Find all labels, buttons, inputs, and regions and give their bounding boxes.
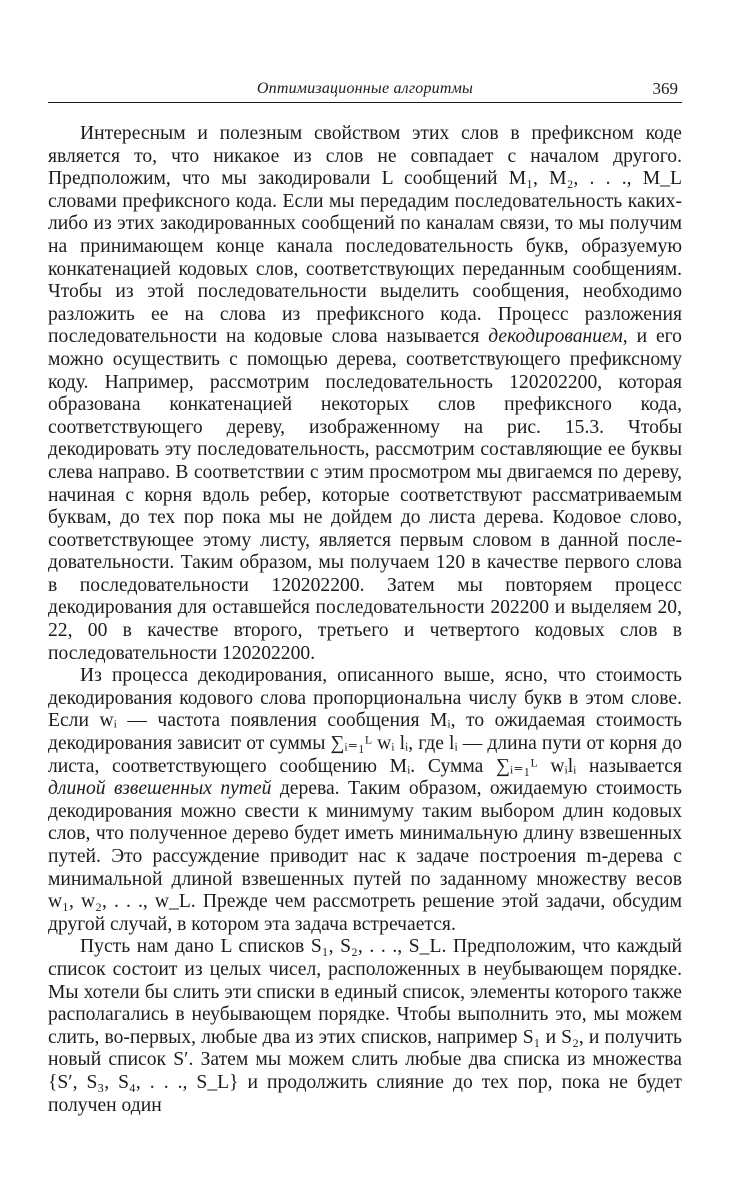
paragraph-text: , и его можно осуществить с помощью дерева, соответствующего префиксному коду. Например, рассмотрим последовательность 120202200, которая образована конкатенацией некоторых слов префиксного кода, соответствующего дереву, изображенному на рис. 15.3. Чтобы декодировать эту последовательность, рассмотрим составляющие ее буквы слева направо. В соответствии с этим просмотром мы двигаемся по дереву, начиная с корня вдоль ребер, которые соответствуют рассматриваемым буквам, до тех пор пока мы не дойдем до листа дерева. Кодовое слово, соответствующее этому листу, является первым словом в данной последовательности. Таким образом, мы получаем 120 в качестве первого слова в последовательности 120202200. Затем мы повторяем процесс декодирования для оставшейся последовательности 202200 и выделяем 20, 22, 00 в качестве второго, третьего и четвертого кодовых слов в последовательности 120202200.	[48, 326, 682, 664]
body-text	[48, 123, 682, 1117]
page-number: 369	[652, 79, 678, 98]
term-decoding: декодированием	[488, 326, 623, 348]
book-page	[48, 72, 682, 1117]
running-header	[48, 72, 682, 103]
paragraph-decoding	[48, 123, 682, 665]
chapter-title: Оптимизационные алгоритмы	[256, 80, 474, 97]
paragraph-merging-lists	[48, 936, 682, 1117]
paragraph-weighted-paths	[48, 665, 682, 936]
paragraph-text: Из процесса декодирования, описанного выше, ясно, что стоимость декодирования кодового слова пропорциональна числу букв в этом слове. Если wᵢ — частота появления сообщения Mᵢ, то ожидаемая стоимость декодирования зависит от суммы ∑ᵢ₌₁ᴸ wᵢ lᵢ, где lᵢ — длина пути от корня до листа, соответствующего сообщению Mᵢ. Сумма ∑ᵢ₌₁ᴸ wᵢlᵢ называется	[48, 665, 682, 777]
term-weighted-path-length: длиной взвешенных путей	[48, 778, 272, 800]
paragraph-text: Интересным и полезным свойством этих слов в префиксном коде является то, что никакое из слов не совпадает с началом другого. Предположим, что мы закодировали L сообщений M₁, M₂, . . ., M_L словами префиксного кода. Если мы передадим последовательность каких-либо из этих закодированных сообщений по каналам связи, то мы получим на принимающем конце канала последовательность букв, образуемую конкатенацией кодовых слов, соответствующих переданным сообщениям. Чтобы из этой последовательности выделить сообщения, необходимо разложить ее на слова из префиксного кода. Процесс разложения последовательности на кодовые слова называется	[48, 123, 682, 348]
paragraph-text: Пусть нам дано L списков S₁, S₂, . . ., S_L. Предположим, что каждый список состоит из целых чисел, расположенных в неубывающем порядке. Мы хотели бы слить эти списки в единый список, элементы которого также располагались в неубывающем порядке. Чтобы выполнить это, мы можем слить, во-первых, любые два из этих списков, например S₁ и S₂, и получить новый список S′. Затем мы можем слить любые два списка из множества {S′, S₃, S₄, . . ., S_L} и продолжить слияние до тех пор, пока не будет получен один	[48, 936, 682, 1116]
paragraph-text: дерева. Таким образом, ожидаемую стоимость декодирования можно свести к минимуму таким выбором длин кодовых слов, что полученное дерево будет иметь минимальную длину взвешенных путей. Это рассуждение приводит нас к задаче построения m-дерева с минимальной длиной взвешенных путей по заданному множеству весов w₁, w₂, . . ., w_L. Прежде чем рассмотреть решение этой задачи, обсудим другой случай, в котором эта задача встречается.	[48, 778, 682, 935]
